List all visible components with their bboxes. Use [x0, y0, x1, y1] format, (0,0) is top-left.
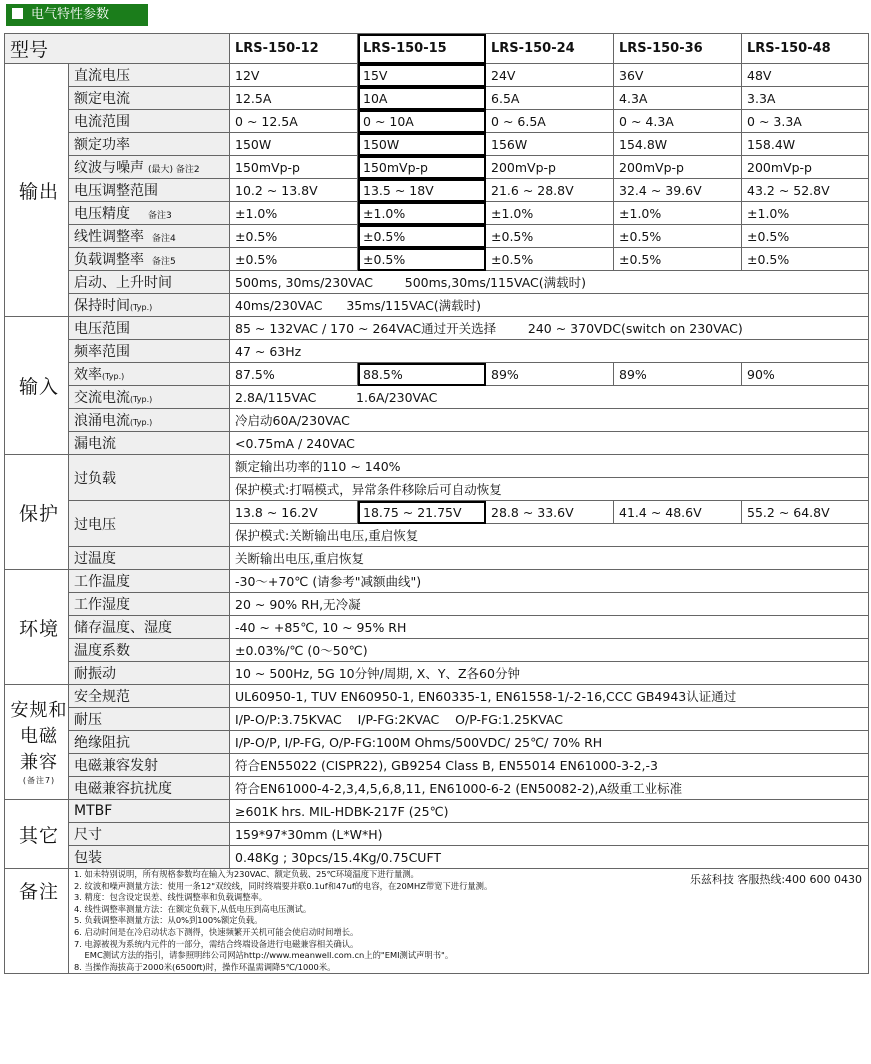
value-cell: 15V — [358, 64, 486, 87]
value-cell: ±0.5% — [486, 248, 614, 271]
note-line: 5. 负载调整率测量方法：从0%到100%额定负载。 — [74, 915, 263, 926]
category-safety-emc — [5, 685, 69, 800]
category-others: 其它 — [5, 800, 69, 869]
row-label: 储存温度、湿度 — [69, 616, 230, 639]
notes-row — [5, 869, 869, 974]
category-line: 安规和 — [10, 700, 68, 721]
row-label — [69, 409, 230, 432]
row-label — [69, 225, 230, 248]
row-label: 绝缘阻抗 — [69, 731, 230, 754]
value-cell: 符合EN55022 (CISPR22), GB9254 Class B, EN55014 EN61000-3-2,-3 — [230, 754, 869, 777]
table-row — [5, 570, 869, 593]
square-icon — [12, 8, 23, 19]
row-label: 耐压 — [69, 708, 230, 731]
value-cell: 24V — [486, 64, 614, 87]
table-row — [5, 156, 869, 179]
row-label: 过温度 — [69, 547, 230, 570]
row-label-text: 电压精度 — [74, 206, 130, 222]
note-line: 1. 如未特别说明，所有规格参数均在输入为230VAC、额定负载、25℃环境温度下进行量测。 — [74, 869, 419, 879]
row-label-text: 保持时间 — [74, 298, 130, 314]
row-label-text: 浪涌电流 — [74, 413, 130, 429]
row-label — [69, 294, 230, 317]
value-cell: 150W — [230, 133, 358, 156]
category-output: 输出 — [5, 64, 69, 317]
value-cell: 32.4 ~ 39.6V — [614, 179, 742, 202]
table-row — [5, 294, 869, 317]
table-row — [5, 340, 869, 363]
row-label — [69, 248, 230, 271]
value-cell: 85 ~ 132VAC / 170 ~ 264VAC通过开关选择 240 ~ 370VDC(switch on 230VAC) — [230, 317, 869, 340]
value-cell: 159*97*30mm (L*W*H) — [230, 823, 869, 846]
row-label: 电磁兼容抗扰度 — [69, 777, 230, 800]
value-cell: ±0.5% — [358, 248, 486, 271]
value-cell: 12V — [230, 64, 358, 87]
model-cell: LRS-150-12 — [230, 34, 358, 64]
value-cell: 36V — [614, 64, 742, 87]
value-cell: ±1.0% — [614, 202, 742, 225]
section-header — [6, 4, 148, 26]
table-row — [5, 800, 869, 823]
value-cell: 保护模式:打嗝模式，异常条件移除后可自动恢复 — [230, 478, 869, 501]
value-cell: I/P-O/P:3.75KVAC I/P-FG:2KVAC O/P-FG:1.25KVAC — [230, 708, 869, 731]
table-row — [5, 409, 869, 432]
table-row — [5, 823, 869, 846]
table-row — [5, 179, 869, 202]
row-label: 电压调整范围 — [69, 179, 230, 202]
value-cell: 90% — [742, 363, 869, 386]
row-label — [69, 363, 230, 386]
model-cell: LRS-150-24 — [486, 34, 614, 64]
value-cell: ±0.5% — [230, 248, 358, 271]
row-label-text: 效率 — [74, 367, 102, 383]
value-cell: 3.3A — [742, 87, 869, 110]
section-title: 电气特性参数 — [31, 7, 110, 22]
row-label-note: 备注5 — [152, 257, 176, 267]
value-cell: 0.48Kg ; 30pcs/15.4Kg/0.75CUFT — [230, 846, 869, 869]
value-cell: 47 ~ 63Hz — [230, 340, 869, 363]
value-cell: 0 ~ 10A — [358, 110, 486, 133]
value-cell: 4.3A — [614, 87, 742, 110]
row-label — [69, 156, 230, 179]
value-cell: UL60950-1, TUV EN60950-1, EN60335-1, EN61558-1/-2-16,CCC GB4943认证通过 — [230, 685, 869, 708]
value-cell: 154.8W — [614, 133, 742, 156]
row-label: 额定电流 — [69, 87, 230, 110]
notes-cell — [69, 869, 869, 974]
value-cell: 89% — [486, 363, 614, 386]
value-cell: 150W — [358, 133, 486, 156]
row-label-text: 交流电流 — [74, 390, 130, 406]
table-row — [5, 87, 869, 110]
value-cell: 43.2 ~ 52.8V — [742, 179, 869, 202]
value-cell: ±0.03%/℃ (0～50℃) — [230, 639, 869, 662]
note-line: 2. 纹波和噪声测量方法：使用一条12"双绞线，同时终端要并联0.1uf和47uf的电容，在20MHZ带宽下进行量测。 — [74, 880, 493, 891]
note-line: 7. 电源被视为系统内元件的一部分，需结合终端设备进行电磁兼容相关确认。 — [74, 938, 359, 949]
value-cell: 10.2 ~ 13.8V — [230, 179, 358, 202]
table-row — [5, 708, 869, 731]
table-row — [5, 455, 869, 478]
value-cell: -30～+70℃ (请参考"减额曲线") — [230, 570, 869, 593]
table-row — [5, 248, 869, 271]
hotline-text: 乐兹科技 客服热线:400 600 0430 — [689, 873, 863, 886]
value-cell: ±0.5% — [486, 225, 614, 248]
category-line: 电磁 — [20, 726, 58, 747]
table-row — [5, 846, 869, 869]
row-label: MTBF — [69, 800, 230, 823]
model-cell: LRS-150-48 — [742, 34, 869, 64]
value-cell: 20 ~ 90% RH,无冷凝 — [230, 593, 869, 616]
table-row — [5, 662, 869, 685]
value-cell: ±0.5% — [614, 248, 742, 271]
category-line: 兼容 — [20, 752, 58, 773]
table-row — [5, 685, 869, 708]
value-cell: ±1.0% — [486, 202, 614, 225]
table-row — [5, 777, 869, 800]
row-label-note: 备注3 — [148, 211, 172, 221]
value-cell: ±0.5% — [614, 225, 742, 248]
row-label — [69, 202, 230, 225]
value-cell: 41.4 ~ 48.6V — [614, 501, 742, 524]
value-cell: 150mVp-p — [358, 156, 486, 179]
value-cell: I/P-O/P, I/P-FG, O/P-FG:100M Ohms/500VDC/ 25℃/ 70% RH — [230, 731, 869, 754]
table-row — [5, 317, 869, 340]
value-cell: 保护模式:关断输出电压,重启恢复 — [230, 524, 869, 547]
table-row — [5, 731, 869, 754]
value-cell: 55.2 ~ 64.8V — [742, 501, 869, 524]
row-label: 电压范围 — [69, 317, 230, 340]
row-label-note: (最大) 备注2 — [148, 165, 200, 175]
value-cell: 13.8 ~ 16.2V — [230, 501, 358, 524]
row-label-note: (Typ.) — [130, 395, 153, 404]
value-cell: 200mVp-p — [742, 156, 869, 179]
table-row — [5, 202, 869, 225]
value-cell: ±0.5% — [358, 225, 486, 248]
value-cell: <0.75mA / 240VAC — [230, 432, 869, 455]
value-cell: 2.8A/115VAC 1.6A/230VAC — [230, 386, 869, 409]
value-cell: 符合EN61000-4-2,3,4,5,6,8,11, EN61000-6-2 (EN50082-2),A级重工业标准 — [230, 777, 869, 800]
row-label: 额定功率 — [69, 133, 230, 156]
row-label-note: (Typ.) — [102, 372, 125, 381]
model-label: 型号 — [5, 34, 230, 64]
model-row — [5, 34, 869, 64]
category-protection: 保护 — [5, 455, 69, 570]
value-cell: 28.8 ~ 33.6V — [486, 501, 614, 524]
row-label — [69, 386, 230, 409]
row-label: 电流范围 — [69, 110, 230, 133]
note-line: 6. 启动时间是在冷启动状态下测得，快速频繁开关机可能会使启动时间增长。 — [74, 926, 359, 937]
table-row — [5, 64, 869, 87]
row-label: 包装 — [69, 846, 230, 869]
value-cell: 10A — [358, 87, 486, 110]
value-cell: 冷启动60A/230VAC — [230, 409, 869, 432]
value-cell: 12.5A — [230, 87, 358, 110]
table-row — [5, 133, 869, 156]
value-cell: 关断输出电压,重启恢复 — [230, 547, 869, 570]
category-note: (备注7) — [22, 776, 56, 785]
row-label: 尺寸 — [69, 823, 230, 846]
value-cell: 48V — [742, 64, 869, 87]
table-row — [5, 363, 869, 386]
spec-table — [4, 33, 869, 974]
table-row — [5, 616, 869, 639]
model-cell: LRS-150-15 — [358, 34, 486, 64]
value-cell: 0 ~ 3.3A — [742, 110, 869, 133]
row-label: 工作湿度 — [69, 593, 230, 616]
value-cell: ≥601K hrs. MIL-HDBK-217F (25℃) — [230, 800, 869, 823]
table-row — [5, 501, 869, 524]
value-cell: 40ms/230VAC 35ms/115VAC(满载时) — [230, 294, 869, 317]
row-label-text: 纹波与噪声 — [74, 160, 144, 176]
value-cell: 156W — [486, 133, 614, 156]
table-row — [5, 593, 869, 616]
row-label-note: 备注4 — [152, 234, 176, 244]
category-notes: 备注 — [5, 869, 69, 974]
value-cell: 0 ~ 4.3A — [614, 110, 742, 133]
value-cell: 18.75 ~ 21.75V — [358, 501, 486, 524]
table-row — [5, 547, 869, 570]
value-cell: 200mVp-p — [614, 156, 742, 179]
row-label-note: (Typ.) — [130, 303, 153, 312]
table-row — [5, 110, 869, 133]
row-label: 工作温度 — [69, 570, 230, 593]
value-cell: 13.5 ~ 18V — [358, 179, 486, 202]
value-cell: 150mVp-p — [230, 156, 358, 179]
row-label: 耐振动 — [69, 662, 230, 685]
value-cell: 88.5% — [358, 363, 486, 386]
row-label: 电磁兼容发射 — [69, 754, 230, 777]
value-cell: ±1.0% — [742, 202, 869, 225]
value-cell: 0 ~ 6.5A — [486, 110, 614, 133]
row-label: 频率范围 — [69, 340, 230, 363]
value-cell: 158.4W — [742, 133, 869, 156]
table-row — [5, 639, 869, 662]
row-label-text: 线性调整率 — [74, 229, 144, 245]
row-label: 过负载 — [69, 455, 230, 501]
row-label: 启动、上升时间 — [69, 271, 230, 294]
value-cell: 200mVp-p — [486, 156, 614, 179]
table-row — [5, 432, 869, 455]
table-row — [5, 225, 869, 248]
table-row — [5, 754, 869, 777]
row-label: 漏电流 — [69, 432, 230, 455]
note-line: 3. 精度：包含设定误差、线性调整率和负载调整率。 — [74, 892, 268, 903]
row-label: 安全规范 — [69, 685, 230, 708]
value-cell: ±0.5% — [742, 248, 869, 271]
value-cell: 87.5% — [230, 363, 358, 386]
value-cell: 6.5A — [486, 87, 614, 110]
value-cell: ±1.0% — [358, 202, 486, 225]
value-cell: ±1.0% — [230, 202, 358, 225]
category-environment: 环境 — [5, 570, 69, 685]
note-line: 8. 当操作海拔高于2000米(6500ft)时，操作环温需调降5℃/1000米。 — [74, 961, 336, 972]
row-label: 直流电压 — [69, 64, 230, 87]
value-cell: -40 ~ +85℃, 10 ~ 95% RH — [230, 616, 869, 639]
value-cell: ±0.5% — [230, 225, 358, 248]
model-cell: LRS-150-36 — [614, 34, 742, 64]
row-label-note: (Typ.) — [130, 418, 153, 427]
category-input: 输入 — [5, 317, 69, 455]
note-line: EMC测试方法的指引，请参照明纬公司网站http://www.meanwell.com.cn上的"EMI测试声明书"。 — [74, 950, 454, 961]
row-label-text: 负载调整率 — [74, 252, 144, 268]
value-cell: 21.6 ~ 28.8V — [486, 179, 614, 202]
table-row — [5, 386, 869, 409]
row-label: 过电压 — [69, 501, 230, 547]
value-cell: 10 ~ 500Hz, 5G 10分钟/周期, X、Y、Z各60分钟 — [230, 662, 869, 685]
value-cell: ±0.5% — [742, 225, 869, 248]
row-label: 温度系数 — [69, 639, 230, 662]
value-cell: 500ms, 30ms/230VAC 500ms,30ms/115VAC(满载时) — [230, 271, 869, 294]
value-cell: 89% — [614, 363, 742, 386]
value-cell: 额定输出功率的110 ~ 140% — [230, 455, 869, 478]
table-row — [5, 271, 869, 294]
value-cell: 0 ~ 12.5A — [230, 110, 358, 133]
note-line: 4. 线性调整率测量方法：在额定负载下,从低电压到高电压测试。 — [74, 903, 312, 914]
